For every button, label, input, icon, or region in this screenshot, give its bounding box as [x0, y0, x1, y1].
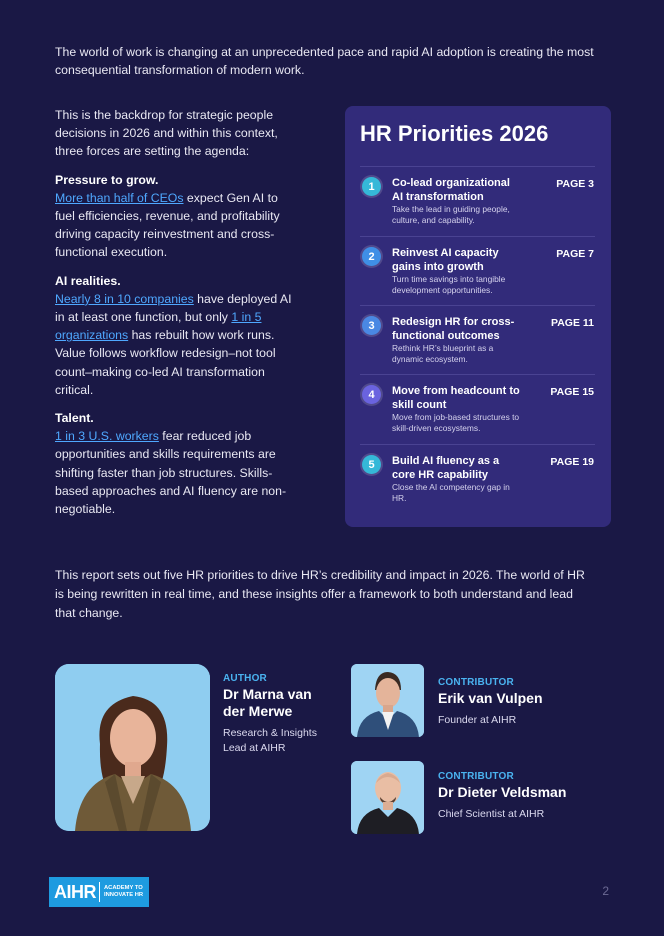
- priority-number-badge: 1: [362, 177, 381, 196]
- author-portrait-image: [55, 664, 210, 831]
- priority-item[interactable]: [360, 374, 595, 444]
- pressure-heading: Pressure to grow.: [55, 172, 159, 187]
- backdrop-paragraph: This is the backdrop for strategic people decisions in 2026 and within this context, three forces are setting the agenda:: [55, 108, 278, 159]
- priorities-panel: [345, 106, 611, 527]
- contributor-1-portrait-image: [351, 664, 424, 737]
- contributor-2-portrait-image: [351, 761, 424, 834]
- organizations-link[interactable]: 1 in 5 organizations: [55, 310, 262, 343]
- companies-link[interactable]: Nearly 8 in 10 companies: [55, 291, 194, 306]
- priority-page-ref[interactable]: PAGE 19: [550, 456, 594, 468]
- pressure-text: expect Gen AI to fuel efficiencies, revenue, and profitability driving capacity reinvestment and cross-functional execution.: [55, 190, 280, 260]
- priority-number-badge: 3: [362, 316, 381, 335]
- aihr-logo[interactable]: [49, 877, 149, 907]
- contributor-2-role: CONTRIBUTOR: [438, 771, 514, 782]
- priority-title: Redesign HR for cross-functional outcomes: [392, 316, 515, 342]
- logo-divider: [99, 882, 100, 902]
- priority-page-ref[interactable]: PAGE 7: [556, 248, 594, 260]
- contributor-2-block: [438, 771, 608, 822]
- logo-tagline: ACADEMY TO INNOVATE HR: [104, 885, 144, 898]
- pressure-section: [55, 171, 301, 262]
- priority-number-badge: 2: [362, 247, 381, 266]
- contributor-2-photo: [351, 761, 424, 834]
- priority-page-ref[interactable]: PAGE 15: [550, 386, 594, 398]
- priority-description: Move from job-based structures to skill-driven ecosystems.: [392, 412, 520, 433]
- priority-item[interactable]: [360, 444, 595, 512]
- ai-heading: AI realities.: [55, 273, 121, 288]
- contributor-1-block: [438, 677, 608, 728]
- contributor-1-photo: [351, 664, 424, 737]
- contributor-1-title: Founder at AIHR: [438, 714, 517, 726]
- priority-description: Rethink HR’s blueprint as a dynamic ecosystem.: [392, 343, 494, 364]
- author-title: Research & Insights Lead at AIHR: [223, 727, 317, 754]
- contributor-1-role: CONTRIBUTOR: [438, 677, 514, 688]
- priority-page-ref[interactable]: PAGE 3: [556, 178, 594, 190]
- panel-title: HR Priorities 2026: [360, 121, 549, 146]
- page-number: 2: [602, 884, 609, 898]
- priority-number-badge: 5: [362, 455, 381, 474]
- priority-title: Move from headcount to skill count: [392, 385, 520, 411]
- author-role: AUTHOR: [223, 673, 267, 684]
- ceos-link[interactable]: More than half of CEOs: [55, 190, 184, 205]
- priority-page-ref[interactable]: PAGE 11: [551, 317, 594, 329]
- talent-section: [55, 409, 301, 518]
- workers-link[interactable]: 1 in 3 U.S. workers: [55, 429, 159, 444]
- priority-item[interactable]: [360, 236, 595, 305]
- author-block: [223, 673, 333, 756]
- contributor-1-name: Erik van Vulpen: [438, 690, 543, 706]
- forces-column: [55, 106, 301, 528]
- summary-paragraph: This report sets out five HR priorities to drive HR’s credibility and impact in 2026. The world of HR is being rewritten in real time, and these insights offer a framework to both understand and lead that change.: [55, 568, 585, 620]
- intro-paragraph: The world of work is changing at an unprecedented pace and rapid AI adoption is creating the most consequential transformation of modern work.: [55, 45, 594, 77]
- priority-title: Co-lead organizational AI transformation: [392, 177, 510, 203]
- priority-item[interactable]: [360, 305, 595, 374]
- ai-text-1: have deployed AI in at least one function, but only: [55, 291, 292, 325]
- priority-description: Close the AI competency gap in HR.: [392, 482, 510, 503]
- contributor-2-name: Dr Dieter Veldsman: [438, 784, 567, 800]
- priority-title: Reinvest AI capacity gains into growth: [392, 247, 499, 273]
- priority-description: Take the lead in guiding people, culture, and capability.: [392, 204, 510, 225]
- priority-title: Build AI fluency as a core HR capability: [392, 455, 500, 481]
- ai-section: [55, 272, 301, 399]
- priority-description: Turn time savings into tangible development opportunities.: [392, 274, 506, 295]
- ai-text-2: has rebuilt how work runs. Value follows workflow redesign–not tool count–making co-led AI transformation critical.: [55, 328, 276, 397]
- author-name: Dr Marna van der Merwe: [223, 686, 312, 719]
- talent-text: fear reduced job opportunities and skills requirements are shifting faster than job structures. Skills-based approaches and AI fluency are non-negotiable.: [55, 429, 287, 517]
- priority-number-badge: 4: [362, 385, 381, 404]
- contributor-2-title: Chief Scientist at AIHR: [438, 808, 545, 820]
- logo-wordmark: AIHR: [54, 881, 96, 902]
- priority-item[interactable]: [360, 166, 595, 236]
- author-photo: [55, 664, 210, 831]
- talent-heading: Talent.: [55, 411, 94, 426]
